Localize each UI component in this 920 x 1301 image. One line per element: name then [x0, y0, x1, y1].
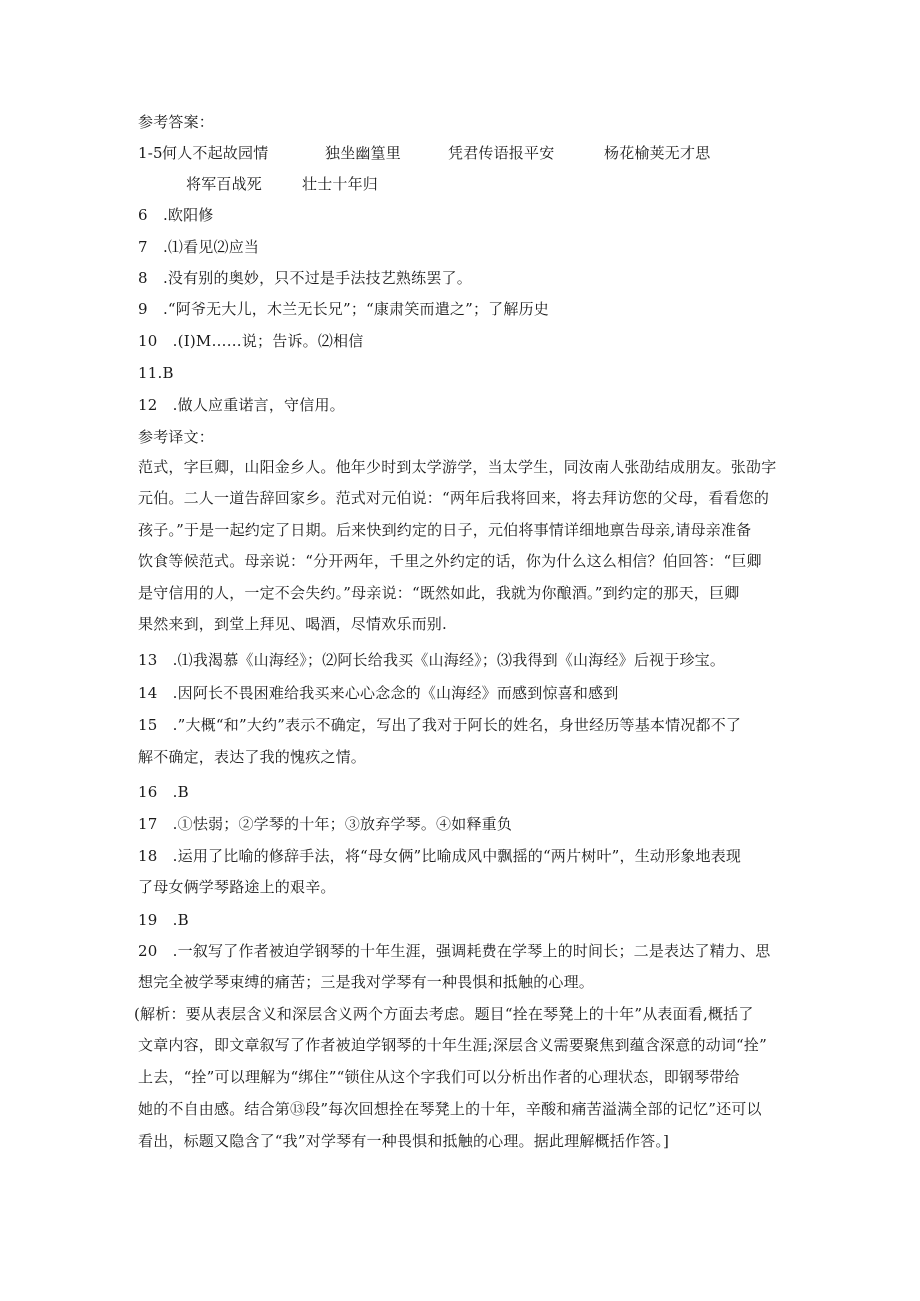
- analysis-line: 看出，标题又隐含了“我”对学琴有一种畏惧和抵触的心理。据此理解概括作答。]: [138, 1132, 670, 1150]
- answer-6: 6 .欧阳修: [138, 206, 214, 224]
- translation-heading: 参考译文：: [138, 428, 215, 446]
- answer-18-line: 了母女俩学琴路途上的艰辛。: [138, 878, 336, 896]
- answer-1-5-row2: [138, 174, 778, 194]
- answer-20-line: 想完全被学琴束缚的痛苦；三是我对学琴有一种畏惧和抵触的心理。: [138, 973, 595, 991]
- translation-line: 范式，字巨卿，山阳金乡人。他年少时到太学游学，当太学生，同汝南人张劭结成朋友。张劭字: [138, 458, 777, 476]
- answer-20-line: 20 .一叙写了作者被迫学钢琴的十年生涯，强调耗费在学琴上的时间长；二是表达了精力、思: [138, 942, 771, 960]
- analysis-line: 文章内容，即文章叙写了作者被迫学钢琴的十年生涯;深层含义需要聚焦到蕴含深意的动词“拴”: [138, 1036, 767, 1054]
- answer-1-5-row1: [138, 143, 778, 163]
- translation-line: 孩子。”于是一起约定了日期。后来快到约定的日子，元伯将事情详细地禀告母亲,请母亲准备: [138, 521, 752, 539]
- analysis-line: (解析：要从表层含义和深层含义两个方面去考虑。题目“拴在琴凳上的十年”从表面看,概括了: [134, 1005, 754, 1023]
- answer-19: 19 .B: [138, 911, 189, 929]
- analysis-line: 她的不自由感。结合第⑬段”每次回想拴在琴凳上的十年，辛酸和痛苦溢满全部的记忆”还可以: [138, 1100, 762, 1118]
- translation-line: 饮食等候范式。母亲说：“分开两年，千里之外约定的话，你为什么这么相信？伯回答：“巨卿: [138, 552, 762, 570]
- translation-line: 元伯。二人一道告辞回家乡。范式对元伯说：“两年后我将回来，将去拜访您的父母，看看您的: [138, 489, 770, 507]
- answer-13: 13 .⑴我渴慕《山海经》；⑵阿长给我买《山海经》；⑶我得到《山海经》后视于珍宝。: [138, 651, 726, 669]
- answer-15-line: 解不确定，表达了我的愧疚之情。: [138, 748, 367, 766]
- answer-15-line: 15 .”大概“和”大约”表示不确定，写出了我对于阿长的姓名，身世经历等基本情况都不了: [138, 716, 742, 734]
- answer-1-5-label: 1-5: [138, 144, 163, 162]
- answer-1-5-item: 独坐幽篁里: [325, 144, 402, 162]
- answer-1-5-item: 将军百战死: [186, 175, 263, 193]
- answer-14: 14 .因阿长不畏困难给我买来心心念念的《山海经》而感到惊喜和感到: [138, 684, 619, 702]
- answer-8: 8 .没有别的奥妙，只不过是手法技艺熟练罢了。: [138, 269, 472, 287]
- answer-18-line: 18 .运用了比喻的修辞手法，将“母女俩”比喻成风中飘摇的“两片树叶”，生动形象地表现: [138, 847, 742, 865]
- answer-1-5-item: 杨花榆荚无才思: [604, 144, 711, 162]
- answer-7: 7 .⑴看见⑵应当: [138, 238, 260, 256]
- answers-heading: 参考答案：: [138, 113, 215, 131]
- answer-11: 11.B: [138, 364, 174, 382]
- answer-1-5-item: 凭君传语报平安: [448, 144, 555, 162]
- analysis-line: 上去，“拴”可以理解为“绑住”“锁住从这个字我们可以分析出作者的心理状态，即钢琴带给: [138, 1068, 740, 1086]
- answer-17: 17 .①怯弱；②学琴的十年；③放弃学琴。④如释重负: [138, 815, 513, 833]
- translation-line: 是守信用的人，一定不会失约。”母亲说：“既然如此，我就为你酿酒。”到约定的那天，巨卿: [138, 584, 740, 602]
- translation-line: 果然来到，到堂上拜见、喝酒，尽情欢乐而别.: [138, 615, 447, 633]
- answer-12: 12 .做人应重诺言，守信用。: [138, 396, 345, 414]
- answer-9: 9 .“阿爷无大儿，木兰无长兄”；“康肃笑而遣之”；了解历史: [138, 300, 549, 318]
- answer-1-5-item: 壮士十年归: [302, 175, 379, 193]
- answer-1-5-item: 何人不起故园情: [162, 144, 269, 162]
- answer-10: 10 .(I)M……说；告诉。⑵相信: [138, 332, 364, 350]
- answer-16: 16 .B: [138, 783, 189, 801]
